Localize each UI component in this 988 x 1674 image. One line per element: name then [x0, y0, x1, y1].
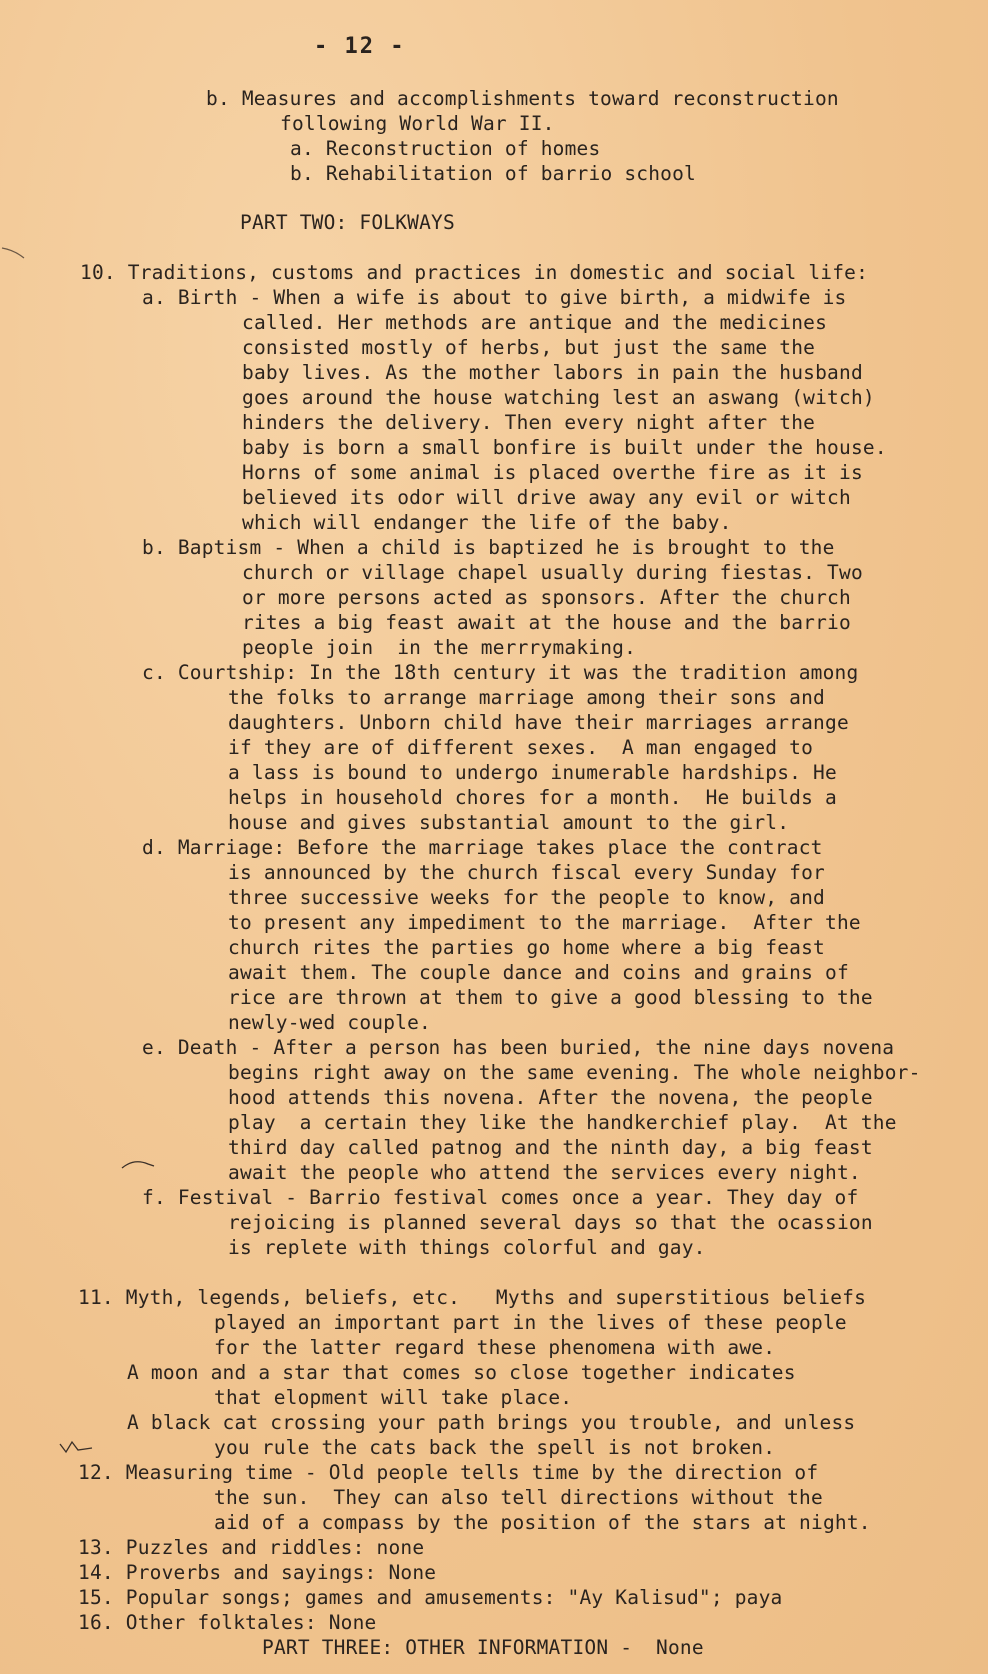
death-line: begins right away on the same evening. The whole neighbor-	[228, 1061, 921, 1084]
birth-line: hinders the delivery. Then every night after the	[242, 411, 816, 434]
death-line: await the people who attend the services every night.	[228, 1161, 861, 1184]
baptism-line: church or village chapel usually during fiestas. Two	[242, 561, 863, 584]
intro-b-cont: following World War II.	[280, 112, 555, 135]
death-line: play a certain they like the handkerchief play. At the	[228, 1111, 897, 1134]
intro-b-heading: b. Measures and accomplishments toward reconstruction	[206, 87, 839, 110]
birth-line: baby lives. As the mother labors in pain the husband	[242, 361, 863, 384]
marriage-line: church rites the parties go home where a big feast	[228, 936, 825, 959]
paper-tear-mark	[0, 242, 40, 262]
birth-line: which will endanger the life of the baby.	[242, 511, 732, 534]
death-line: third day called patnog and the ninth day, a big feast	[228, 1136, 873, 1159]
birth-line: goes around the house watching lest an aswang (witch)	[242, 386, 875, 409]
baptism-line: people join in the merrrymaking.	[242, 636, 637, 659]
section11-line: for the latter regard these phenomena with awe.	[214, 1336, 776, 1359]
check-mark-icon	[120, 1156, 170, 1176]
baptism-line: rites a big feast await at the house and the barrio	[242, 611, 851, 634]
courtship-line: if they are of different sexes. A man engaged to	[228, 736, 814, 759]
marriage-line: is announced by the church fiscal every Sunday for	[228, 861, 825, 884]
intro-sub-b: b. Rehabilitation of barrio school	[290, 162, 696, 185]
marriage-line: three successive weeks for the people to know, and	[228, 886, 825, 909]
item-line: 14. Proverbs and sayings: None	[78, 1561, 437, 1584]
item-line: 15. Popular songs; games and amusements: "Ay Kalisud"; paya	[78, 1586, 783, 1609]
marriage-line: await them. The couple dance and coins and grains of	[228, 961, 849, 984]
part-three-line: PART THREE: OTHER INFORMATION - None	[262, 1636, 704, 1659]
birth-line: a. Birth - When a wife is about to give birth, a midwife is	[142, 286, 847, 309]
intro-sub-a: a. Reconstruction of homes	[290, 137, 601, 160]
baptism-line: b. Baptism - When a child is baptized he is brought to the	[142, 536, 835, 559]
festival-line: f. Festival - Barrio festival comes once a year. They day of	[142, 1186, 859, 1209]
section10-heading: 10. Traditions, customs and practices in domestic and social life:	[80, 261, 869, 284]
section11-line: A moon and a star that comes so close together indicates	[127, 1361, 796, 1384]
birth-line: Horns of some animal is placed overthe fire as it is	[242, 461, 863, 484]
section12-line: 12. Measuring time - Old people tells time by the direction of	[78, 1461, 819, 1484]
festival-line: is replete with things colorful and gay.	[228, 1236, 706, 1259]
item-line: 16. Other folktales: None	[78, 1611, 377, 1634]
section11-line: 11. Myth, legends, beliefs, etc. Myths and superstitious beliefs	[78, 1286, 867, 1309]
death-line: hood attends this novena. After the novena, the people	[228, 1086, 873, 1109]
section12-line: aid of a compass by the position of the stars at night.	[214, 1511, 871, 1534]
festival-line: rejoicing is planned several days so that the ocassion	[228, 1211, 873, 1234]
courtship-line: house and gives substantial amount to the girl.	[228, 811, 790, 834]
baptism-line: or more persons acted as sponsors. After the church	[242, 586, 851, 609]
section11-line: A black cat crossing your path brings you trouble, and unless	[127, 1411, 856, 1434]
marriage-line: d. Marriage: Before the marriage takes place the contract	[142, 836, 823, 859]
section11-line: you rule the cats back the spell is not broken.	[214, 1436, 776, 1459]
part-two-title: PART TWO: FOLKWAYS	[240, 211, 455, 234]
item-line: 13. Puzzles and riddles: none	[78, 1536, 425, 1559]
section11-line: played an important part in the lives of these people	[214, 1311, 847, 1334]
birth-line: consisted mostly of herbs, but just the same the	[242, 336, 816, 359]
marriage-line: to present any impediment to the marriage. After the	[228, 911, 861, 934]
section12-line: the sun. They can also tell directions without the	[214, 1486, 823, 1509]
birth-line: believed its odor will drive away any evil or witch	[242, 486, 851, 509]
birth-line: called. Her methods are antique and the medicines	[242, 311, 828, 334]
courtship-line: daughters. Unborn child have their marriages arrange	[228, 711, 849, 734]
check-mark-icon	[56, 1436, 116, 1456]
courtship-line: a lass is bound to undergo inumerable hardships. He	[228, 761, 837, 784]
page-number: - 12 -	[314, 34, 406, 59]
courtship-line: the folks to arrange marriage among their sons and	[228, 686, 825, 709]
marriage-line: newly-wed couple.	[228, 1011, 431, 1034]
section11-line: that elopment will take place.	[214, 1386, 573, 1409]
courtship-line: helps in household chores for a month. He builds a	[228, 786, 837, 809]
courtship-line: c. Courtship: In the 18th century it was the tradition among	[142, 661, 859, 684]
marriage-line: rice are thrown at them to give a good blessing to the	[228, 986, 873, 1009]
birth-line: baby is born a small bonfire is built under the house.	[242, 436, 887, 459]
death-line: e. Death - After a person has been buried, the nine days novena	[142, 1036, 895, 1059]
